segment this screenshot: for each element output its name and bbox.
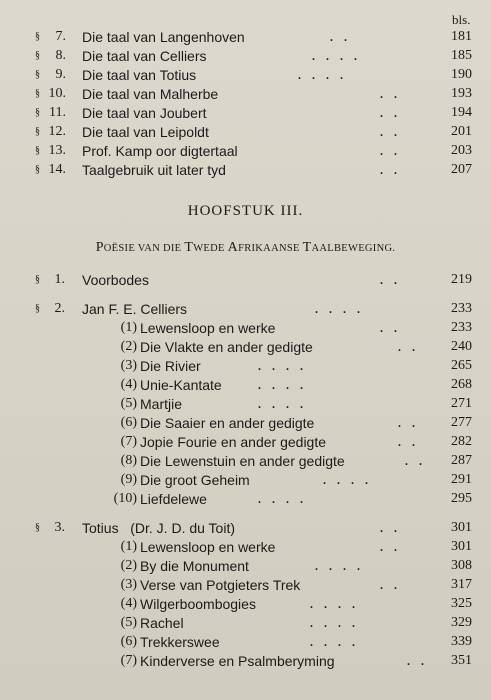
leader-dots: . .: [380, 125, 401, 139]
leader-dots: . . . .: [258, 378, 307, 392]
subentry-number: (5): [120, 615, 137, 630]
section-symbol: §: [35, 31, 40, 42]
toc-entry: [0, 65, 491, 85]
leader-dots: . .: [398, 435, 419, 449]
leader-dots: . . . .: [315, 559, 364, 573]
subentry-title: Die Rivier: [140, 358, 201, 374]
leader-dots: . . . .: [312, 49, 361, 63]
entry-number: 8.: [55, 48, 66, 63]
toc-subentry: [0, 432, 491, 452]
section-title: Jan F. E. Celliers: [82, 301, 188, 317]
subentry-title: Die Saaier en ander gedigte: [140, 415, 315, 431]
toc-subentry: [0, 394, 491, 414]
entry-title: Die taal van Langenhoven: [82, 29, 245, 45]
subentry-number: (1): [120, 539, 137, 554]
page-number: 282: [451, 434, 472, 449]
leader-dots: . .: [380, 578, 401, 592]
entry-number: 14.: [48, 162, 66, 177]
section-number: 1.: [54, 272, 65, 287]
entry-title: Die taal van Joubert: [82, 105, 207, 121]
page-number: 181: [451, 29, 472, 44]
subentry-number: (7): [120, 653, 137, 668]
entry-number: 9.: [55, 67, 66, 82]
leader-dots: . . . .: [315, 302, 364, 316]
page-number: 325: [451, 596, 472, 611]
subentry-number: (10): [113, 491, 137, 506]
section-title: Voorbodes: [82, 272, 149, 288]
leader-dots: . .: [380, 163, 401, 177]
page-number: 219: [451, 272, 472, 287]
subentry-title: Martjie: [140, 396, 183, 412]
leader-dots: . . . .: [310, 597, 359, 611]
section-symbol: §: [35, 107, 40, 118]
subentry-title: Wilgerboombogies: [140, 596, 256, 612]
toc-subentry: [0, 575, 491, 595]
entry-number: 11.: [49, 105, 66, 120]
page-number: 329: [451, 615, 472, 630]
subentry-number: (3): [120, 358, 137, 373]
subentry-title: By die Monument: [140, 558, 249, 574]
subentry-title: Die Vlakte en ander gedigte: [140, 339, 313, 355]
section-number: 2.: [54, 301, 65, 316]
leader-dots: . .: [380, 321, 401, 335]
entry-title: Die taal van Celliers: [82, 48, 207, 64]
page-number: 265: [451, 358, 472, 373]
page-number: 207: [451, 162, 472, 177]
toc-entry: [0, 84, 491, 104]
toc-entry: [0, 46, 491, 66]
subentry-number: (7): [120, 434, 137, 449]
entry-number: 13.: [48, 143, 66, 158]
subentry-number: (2): [120, 558, 137, 573]
page-number: 301: [451, 520, 472, 535]
subentry-title: Jopie Fourie en ander gedigte: [140, 434, 327, 450]
chapter-heading: HOOFSTUK III.: [187, 203, 304, 219]
page-number: 339: [451, 634, 472, 649]
leader-dots: . .: [380, 521, 401, 535]
toc-entry: [0, 103, 491, 123]
toc-subentry: [0, 537, 491, 557]
toc-subentry: [0, 337, 491, 357]
entry-number: 10.: [48, 86, 66, 101]
toc-subentry: [0, 375, 491, 395]
section-symbol: §: [35, 274, 40, 285]
subentry-number: (4): [120, 377, 137, 392]
page-number: 351: [451, 653, 472, 668]
subentry-title: Rachel: [140, 615, 184, 631]
section-symbol: §: [35, 50, 40, 61]
entry-title: Die taal van Totius: [82, 67, 197, 83]
subentry-number: (4): [120, 596, 137, 611]
page-number: 194: [451, 105, 472, 120]
leader-dots: . .: [407, 654, 428, 668]
page-number: 317: [451, 577, 472, 592]
toc-subentry: [0, 489, 491, 509]
subentry-title: Die groot Geheim: [140, 472, 250, 488]
toc-subentry: [0, 556, 491, 576]
page-number: 233: [451, 301, 472, 316]
toc-entry: [0, 160, 491, 180]
page-number: 185: [451, 48, 472, 63]
section-title: Totius (Dr. J. D. du Toit): [82, 520, 236, 536]
toc-subentry: [0, 451, 491, 471]
leader-dots: . . . .: [323, 473, 372, 487]
subentry-title: Lewensloop en werke: [140, 320, 276, 336]
leader-dots: . .: [405, 454, 426, 468]
page-number: 193: [451, 86, 472, 101]
leader-dots: . .: [380, 144, 401, 158]
toc-subentry: [0, 470, 491, 490]
entry-title: Die taal van Leipoldt: [82, 124, 209, 140]
section-symbol: §: [35, 126, 40, 137]
section-symbol: §: [35, 164, 40, 175]
toc-section: [0, 270, 491, 290]
subentry-number: (5): [120, 396, 137, 411]
toc-entry: [0, 27, 491, 47]
leader-dots: . .: [380, 540, 401, 554]
subentry-number: (2): [120, 339, 137, 354]
subentry-title: Unie-Kantate: [140, 377, 222, 393]
leader-dots: . .: [380, 106, 401, 120]
section-symbol: §: [35, 88, 40, 99]
subentry-title: Verse van Potgieters Trek: [140, 577, 301, 593]
leader-dots: . . . .: [258, 359, 307, 373]
section-number: 3.: [54, 520, 65, 535]
page-column-label: bls.: [452, 12, 471, 27]
leader-dots: . .: [398, 340, 419, 354]
toc-subentry: [0, 413, 491, 433]
entry-number: 7.: [55, 29, 66, 44]
toc-entry: [0, 141, 491, 161]
leader-dots: . .: [330, 30, 351, 44]
entry-number: 12.: [48, 124, 66, 139]
entry-title: Prof. Kamp oor digtertaal: [82, 143, 238, 159]
toc-section: [0, 299, 491, 319]
subentry-number: (1): [120, 320, 137, 335]
page-number: 271: [451, 396, 472, 411]
leader-dots: . . . .: [298, 68, 347, 82]
section-symbol: §: [35, 522, 40, 533]
page-number: 277: [451, 415, 472, 430]
subentry-title: Kinderverse en Psalmberyming: [140, 653, 335, 669]
toc-entry: [0, 122, 491, 142]
page-number: 201: [451, 124, 472, 139]
page-number: 291: [451, 472, 472, 487]
page-number: 268: [451, 377, 472, 392]
subentry-title: Liefdelewe: [140, 491, 207, 507]
leader-dots: . . . .: [310, 635, 359, 649]
section-symbol: §: [35, 303, 40, 314]
subentry-number: (8): [120, 453, 137, 468]
toc-subentry: [0, 356, 491, 376]
page-number: 287: [451, 453, 472, 468]
leader-dots: . .: [380, 87, 401, 101]
subentry-number: (6): [120, 415, 137, 430]
toc-subentry: [0, 632, 491, 652]
leader-dots: . .: [398, 416, 419, 430]
page-number: 233: [451, 320, 472, 335]
page-number: 308: [451, 558, 472, 573]
page-number: 295: [451, 491, 472, 506]
leader-dots: . . . .: [258, 492, 307, 506]
subentry-title: Trekkerswee: [140, 634, 220, 650]
leader-dots: . .: [380, 273, 401, 287]
toc-subentry: [0, 318, 491, 338]
subentry-number: (9): [120, 472, 137, 487]
page-number: 203: [451, 143, 472, 158]
subentry-number: (6): [120, 634, 137, 649]
toc-section: [0, 518, 491, 538]
page-number: 190: [451, 67, 472, 82]
page-number: 240: [451, 339, 472, 354]
page-number: 301: [451, 539, 472, 554]
section-symbol: §: [35, 69, 40, 80]
entry-title: Die taal van Malherbe: [82, 86, 219, 102]
leader-dots: . . . .: [310, 616, 359, 630]
toc-subentry: [0, 613, 491, 633]
leader-dots: . . . .: [258, 397, 307, 411]
subentry-title: Die Lewenstuin en ander gedigte: [140, 453, 345, 469]
chapter-subheading: POËSIE VAN DIE TWEDE AFRIKAANSE TAALBEWEGING.: [95, 240, 396, 255]
toc-subentry: [0, 651, 491, 671]
subentry-title: Lewensloop en werke: [140, 539, 276, 555]
entry-title: Taalgebruik uit later tyd: [82, 162, 226, 178]
subentry-number: (3): [120, 577, 137, 592]
toc-subentry: [0, 594, 491, 614]
section-symbol: §: [35, 145, 40, 156]
